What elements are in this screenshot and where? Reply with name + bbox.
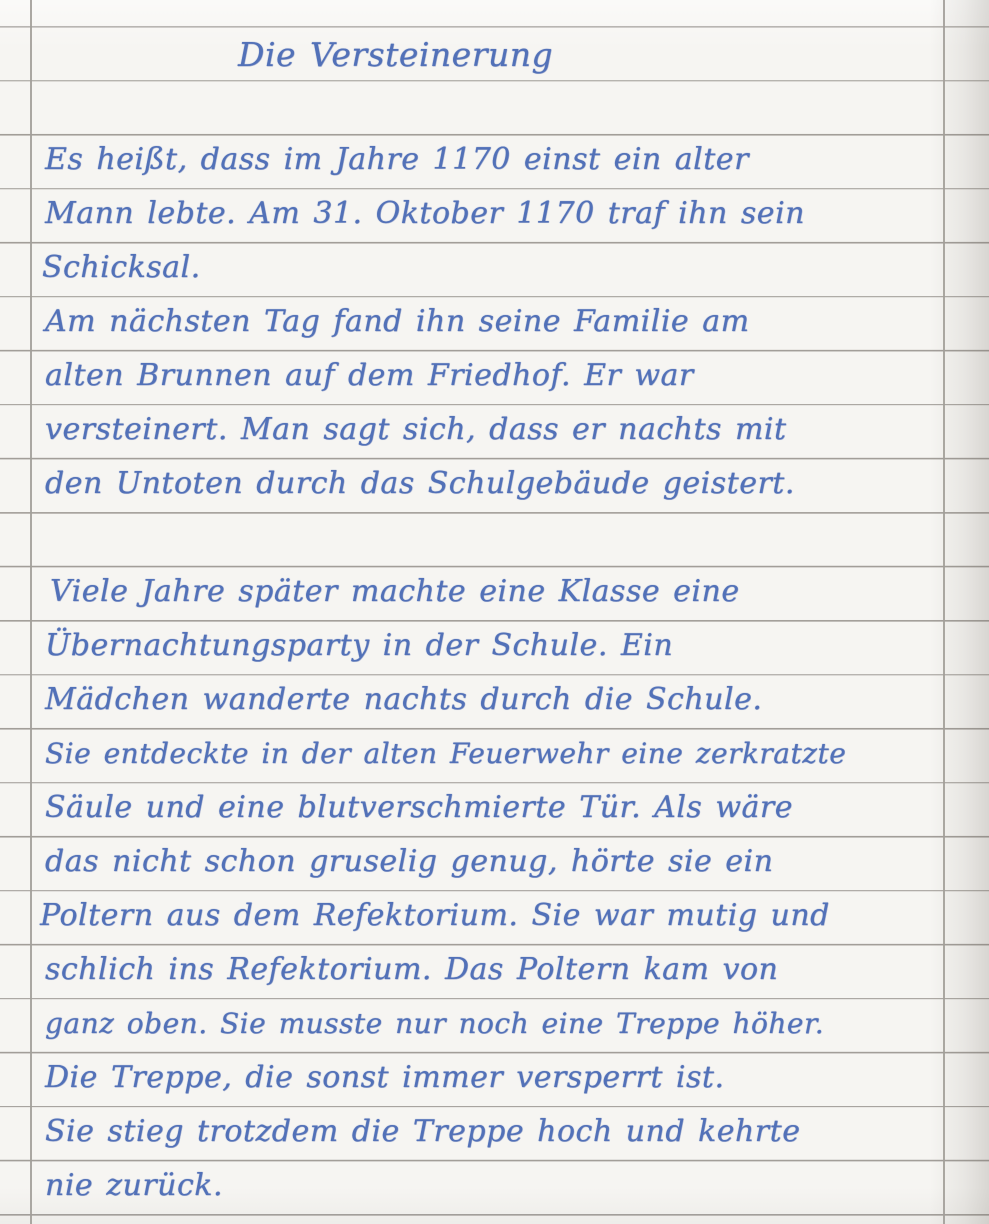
- handwritten-line: Sie stieg trotzdem die Treppe hoch und kehrte: [45, 1114, 801, 1149]
- handwritten-line: Viele Jahre später machte eine Klasse eine: [50, 574, 740, 609]
- blank-line: [0, 512, 989, 566]
- handwritten-line: Mädchen wanderte nachts durch die Schule.: [45, 682, 763, 717]
- handwritten-line: Übernachtungsparty in der Schule. Ein: [45, 628, 674, 663]
- handwritten-line: versteinert. Man sagt sich, dass er nachts mit: [45, 412, 787, 447]
- handwritten-line: den Untoten durch das Schulgebäude geistert.: [45, 466, 795, 501]
- handwritten-line: Die Treppe, die sonst immer versperrt ist.: [45, 1060, 725, 1095]
- handwritten-line: das nicht schon gruselig genug, hörte sie ein: [45, 844, 774, 879]
- handwritten-line: Es heißt, dass im Jahre 1170 einst ein alter: [45, 142, 749, 177]
- handwritten-line: Säule und eine blutverschmierte Tür. Als wäre: [45, 790, 794, 825]
- handwritten-line: alten Brunnen auf dem Friedhof. Er war: [45, 358, 694, 393]
- handwritten-line: Am nächsten Tag fand ihn seine Familie am: [45, 304, 750, 339]
- handwritten-line: nie zurück.: [45, 1168, 224, 1203]
- handwritten-text: [0, 134, 989, 1214]
- handwritten-line: schlich ins Refektorium. Das Poltern kam von: [45, 952, 779, 987]
- handwritten-line: Schicksal.: [42, 250, 201, 285]
- handwritten-line: Mann lebte. Am 31. Oktober 1170 traf ihn sein: [45, 196, 805, 231]
- handwritten-line: Sie entdeckte in der alten Feuerwehr eine zerkratzte: [45, 737, 847, 770]
- page-title: Die Versteinerung: [238, 35, 554, 74]
- handwritten-line: ganz oben. Sie musste nur noch eine Treppe höher.: [45, 1007, 825, 1040]
- handwritten-line: Poltern aus dem Refektorium. Sie war mutig und: [40, 898, 830, 933]
